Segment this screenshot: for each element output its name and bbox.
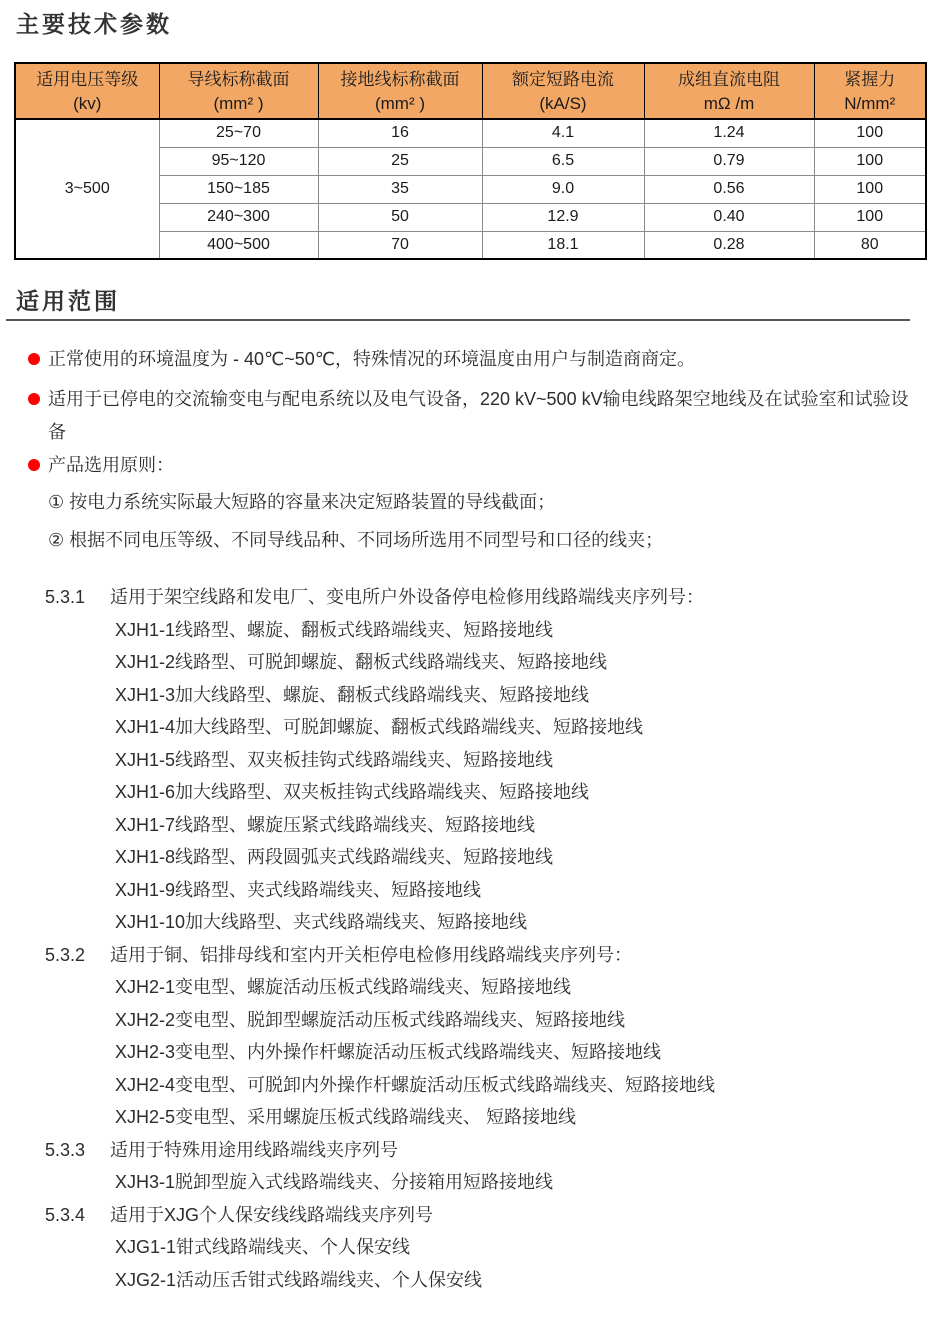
col-header-rated-short-circuit-current	[482, 63, 644, 119]
table-cell: 50	[318, 203, 482, 231]
model-list-item: XJH1-3加大线路型、螺旋、翻板式线路端线夹、短路接地线	[115, 684, 590, 705]
model-list-item: XJH2-4变电型、可脱卸内外操作杆螺旋活动压板式线路端线夹、短路接地线	[115, 1074, 716, 1095]
col-header-conductor-section	[159, 63, 318, 119]
section-divider-rule	[6, 319, 910, 321]
scope-section-title: 适用范围	[16, 288, 120, 314]
table-cell: 0.56	[644, 175, 814, 203]
model-list-item: XJH1-1线路型、螺旋、翻板式线路端线夹、短路接地线	[115, 619, 554, 640]
voltage-span-cell: 3~500	[15, 119, 159, 259]
model-list-item: XJH2-1变电型、螺旋活动压板式线路端线夹、短路接地线	[115, 977, 572, 997]
red-bullet-icon	[28, 393, 40, 405]
model-list-item: XJH2-5变电型、采用螺旋压板式线路端线夹、 短路接地线	[115, 1107, 577, 1127]
section-heading-text: 适用于XJG个人保安线线路端线夹序列号	[110, 1204, 434, 1225]
model-list-item: XJG2-1活动压舌钳式线路端线夹、个人保安线	[115, 1269, 483, 1290]
technical-params-table-wrap	[14, 62, 925, 260]
col-header-voltage	[15, 63, 159, 119]
section-heading-text: 适用于架空线路和发电厂、变电所户外设备停电检修用线路端线夹序列号：	[110, 587, 704, 607]
table-cell: 240~300	[159, 203, 318, 231]
col-header-label: 导线标称截面	[187, 70, 290, 89]
model-list-item: XJH1-4加大线路型、可脱卸螺旋、翻板式线路端线夹、短路接地线	[115, 717, 644, 737]
technical-params-table	[14, 62, 927, 260]
col-header-unit: (mm² )	[374, 94, 426, 113]
section-heading-text: 适用于特殊用途用线路端线夹序列号	[110, 1139, 398, 1160]
col-header-label: 成组直流电阻	[678, 70, 780, 89]
table-cell: 9.0	[482, 175, 644, 203]
section-number: 5.3.2	[45, 944, 86, 965]
section-heading-5-3-4	[45, 1199, 936, 1232]
table-cell: 0.79	[644, 147, 814, 175]
table-cell: 25~70	[159, 119, 318, 147]
document-page	[0, 8, 936, 1318]
model-list-item: XJH3-1脱卸型旋入式线路端线夹、分接箱用短路接地线	[115, 1172, 554, 1192]
col-header-grip-force	[814, 63, 926, 119]
col-header-unit: (kA/S)	[539, 94, 587, 113]
bullet-text: 适用于已停电的交流输变电与配电系统以及电气设备，220 kV~500 kV输电线路架空地线及在试验室和试验设备	[48, 389, 909, 442]
table-header-row	[15, 63, 926, 119]
model-list-item: XJH2-2变电型、脱卸型螺旋活动压板式线路端线夹、短路接地线	[115, 1009, 626, 1030]
table-cell: 0.40	[644, 203, 814, 231]
table-cell: 25	[318, 147, 482, 175]
page-title: 主要技术参数	[16, 11, 172, 37]
section-heading-text: 适用于铜、铝排母线和室内开关柜停电检修用线路端线夹序列号：	[110, 944, 632, 965]
model-list-item: XJH1-10加大线路型、夹式线路端线夹、短路接地线	[115, 912, 528, 932]
table-cell: 4.1	[482, 119, 644, 147]
table-cell: 0.28	[644, 231, 814, 259]
col-header-unit: N/mm²	[844, 94, 896, 113]
principle-item-1: ① 按电力系统实际最大短路的容量来决定短路装置的导线截面；	[48, 492, 556, 512]
bullet-item-selection-principles	[28, 449, 922, 482]
table-cell: 16	[318, 119, 482, 147]
col-header-unit: mΩ /m	[703, 94, 755, 113]
section-number: 5.3.4	[45, 1204, 86, 1225]
table-cell: 100	[814, 119, 926, 147]
col-header-label: 接地线标称截面	[340, 70, 460, 89]
section-number: 5.3.1	[45, 587, 86, 607]
table-cell: 95~120	[159, 147, 318, 175]
model-list-item: XJH1-9线路型、夹式线路端线夹、短路接地线	[115, 879, 482, 900]
table-cell: 100	[814, 175, 926, 203]
bullet-item-applicability	[28, 383, 922, 449]
table-cell: 400~500	[159, 231, 318, 259]
table-cell: 100	[814, 147, 926, 175]
principle-item-2: ② 根据不同电压等级、不同导线品种、不同场所选用不同型号和口径的线夹；	[48, 530, 664, 550]
table-cell: 80	[814, 231, 926, 259]
col-header-label: 额定短路电流	[512, 70, 614, 89]
table-cell: 150~185	[159, 175, 318, 203]
model-list-item: XJH1-5线路型、双夹板挂钩式线路端线夹、短路接地线	[115, 749, 554, 770]
bullet-text: 正常使用的环境温度为 - 40℃~50℃，特殊情况的环境温度由用户与制造商商定。	[48, 349, 695, 369]
series-sections	[0, 581, 936, 1296]
model-list-item: XJG1-1钳式线路端线夹、个人保安线	[115, 1237, 411, 1257]
col-header-unit: (kv)	[73, 94, 102, 113]
red-bullet-icon	[28, 459, 40, 471]
model-list-item: XJH1-8线路型、两段圆弧夹式线路端线夹、短路接地线	[115, 847, 554, 867]
section-heading-5-3-1	[45, 581, 936, 614]
col-header-label: 适用电压等级	[36, 70, 139, 89]
col-header-ground-wire-section	[318, 63, 482, 119]
model-list-item: XJH1-7线路型、螺旋压紧式线路端线夹、短路接地线	[115, 814, 536, 835]
bullet-text: 产品选用原则：	[48, 455, 174, 475]
table-cell: 1.24	[644, 119, 814, 147]
bullet-item-temperature	[28, 343, 922, 376]
table-cell: 18.1	[482, 231, 644, 259]
model-list-item: XJH1-6加大线路型、双夹板挂钩式线路端线夹、短路接地线	[115, 782, 590, 802]
col-header-dc-resistance	[644, 63, 814, 119]
col-header-unit: (mm² )	[213, 94, 264, 113]
section-heading-5-3-2	[45, 939, 936, 972]
table-cell: 12.9	[482, 203, 644, 231]
model-list-item: XJH1-2线路型、可脱卸螺旋、翻板式线路端线夹、短路接地线	[115, 652, 608, 672]
table-row	[15, 119, 926, 147]
table-cell: 70	[318, 231, 482, 259]
section-number: 5.3.3	[45, 1139, 86, 1160]
table-cell: 35	[318, 175, 482, 203]
section-heading-5-3-3	[45, 1134, 936, 1167]
red-bullet-icon	[28, 353, 40, 365]
col-header-label: 紧握力	[844, 70, 896, 89]
table-cell: 6.5	[482, 147, 644, 175]
model-list-item: XJH2-3变电型、内外操作杆螺旋活动压板式线路端线夹、短路接地线	[115, 1042, 662, 1062]
table-cell: 100	[814, 203, 926, 231]
